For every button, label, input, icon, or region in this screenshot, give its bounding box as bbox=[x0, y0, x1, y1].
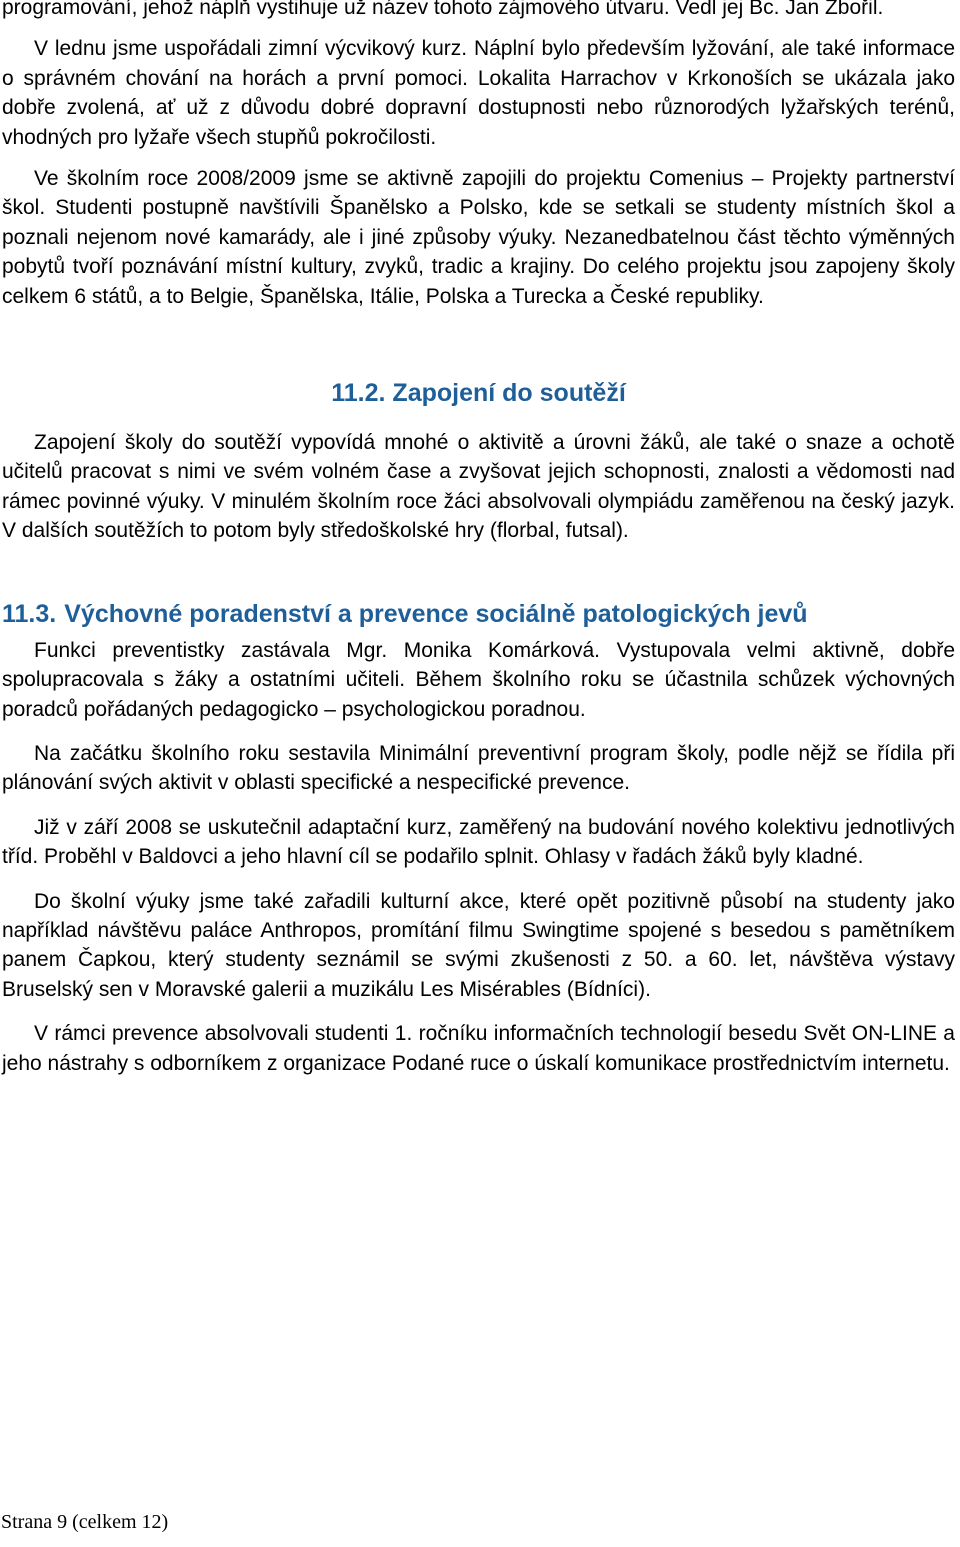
paragraph-online-seminar: V rámci prevence absolvovali studenti 1. ročníku informačních technologií besedu Svět ON-LINE a jeho nástrahy s odborníkem z organizace Podané ruce o úskalí komunikace prostřednictvím internetu. bbox=[2, 1022, 955, 1075]
paragraph-comenius-project: Ve školním roce 2008/2009 jsme se aktivně zapojili do projektu Comenius – Projekty partnerství škol. Studenti postupně navštívili Španělsko a Polsko, kde se setkali se studenty místních škol a poznali nejenom nové kamarády, ale i jiné způsoby výuky. Nezanedbatelnou část těchto výměnných pobytů tvoří poznávání místní kultury, zvyků, tradic a krajiny. Do celého projektu jsou zapojeny školy celkem 6 států, a to Belgie, Španělska, Itálie, Polska a Turecka a České republiky. bbox=[2, 167, 955, 308]
section-heading-counseling bbox=[2, 598, 955, 630]
section-heading-competitions bbox=[2, 377, 955, 409]
section-number: 11.2. bbox=[331, 379, 386, 408]
paragraph-ski-course: V lednu jsme uspořádali zimní výcvikový kurz. Náplní bylo především lyžování, ale také informace o správném chování na horách a první pomoci. Lokalita Harrachov v Krkonoších se ukázala jako dobře zvolená, ať už z důvodu dobré dopravní dostupnosti nebo různorodých lyžařských terénů, vhodných pro lyžaře všech stupňů pokročilosti. bbox=[2, 37, 955, 149]
paragraph-programming-club: programování, jehož náplň vystihuje už název tohoto zájmového útvaru. Vedl jej Bc. Jan Zbořil. bbox=[2, 0, 884, 19]
section-title: Zapojení do soutěží bbox=[392, 379, 626, 408]
paragraph-adaptation-course: Již v září 2008 se uskutečnil adaptační kurz, zaměřený na budování nového kolektivu jednotlivých tříd. Proběhl v Baldovci a jeho hlavní cíl se podařilo splnit. Ohlasy v řadách žáků byly kladné. bbox=[2, 815, 955, 869]
paragraph-cultural-events: Do školní výuky jsme také zařadili kulturní akce, které opět pozitivně působí na studenty jako například návštěvu paláce Anthropos, promítání filmu Swingtime spojené s besedou s pamětníkem panem Čapkou, který studenty seznámil se svými zkušenosti z 50. a 60. let, návštěva výstavy Bruselský sen v Moravské galerii a muzikálu Les Misérables (Bídníci). bbox=[2, 889, 955, 1001]
section-title: Výchovné poradenství a prevence sociálně patologických jevů bbox=[64, 599, 808, 628]
section-number: 11.3. bbox=[2, 599, 57, 628]
paragraph-competitions: Zapojení školy do soutěží vypovídá mnohé o aktivitě a úrovni žáků, ale také o snaze a ochotě učitelů pracovat s nimi ve svém volném čase a zvyšovat jejich schopnosti, znalosti a vědomosti nad rámec povinné výuky. V minulém školním roce žáci absolvovali olympiádu zaměřenou na český jazyk. V dalších soutěžích to potom byly středoškolské hry (florbal, futsal). bbox=[2, 431, 955, 543]
paragraph-prevention-program: Na začátku školního roku sestavila Minimální preventivní program školy, podle nějž se řídila při plánování svých aktivit v oblasti specifické a nespecifické prevence. bbox=[2, 741, 955, 795]
paragraph-preventist: Funkci preventistky zastávala Mgr. Monika Komárková. Vystupovala velmi aktivně, dobře spolupracovala s žáky a ostatními učiteli. Během školního roku se účastnila schůzek výchovných poradců pořádaných pedagogicko – psychologickou poradnou. bbox=[2, 638, 955, 721]
page-footer: Strana 9 (celkem 12) bbox=[1, 1511, 169, 1533]
